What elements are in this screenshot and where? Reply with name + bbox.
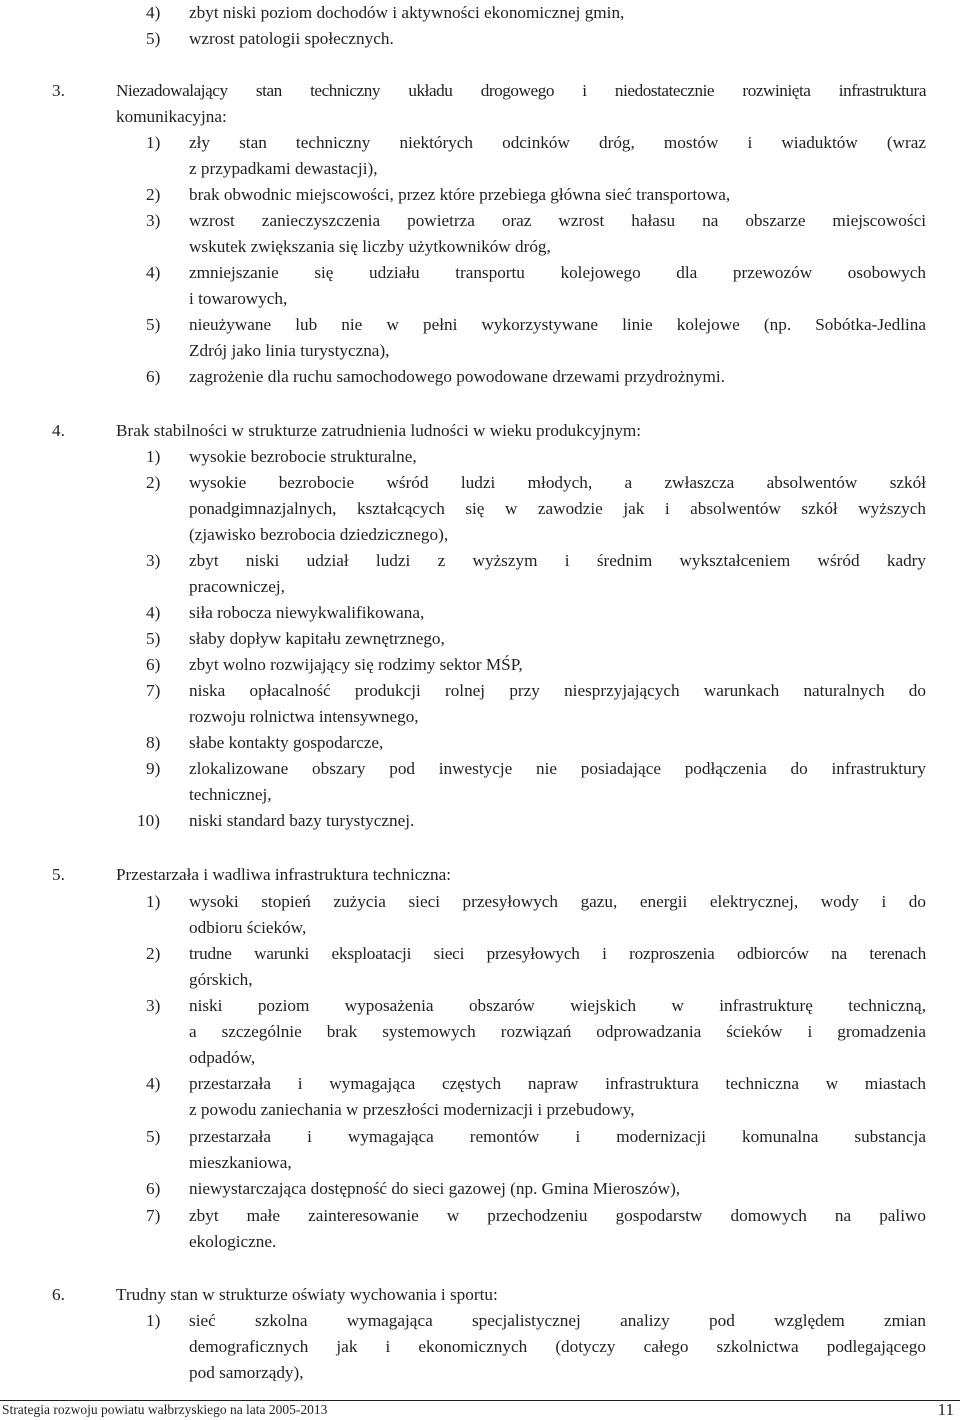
item-number: 6) bbox=[146, 655, 161, 674]
list-item-text: zlokalizowane obszary pod inwestycje nie posiadające podłączenia do infrastruktury bbox=[189, 759, 926, 778]
list-item-text: słabe kontakty gospodarcze, bbox=[189, 733, 384, 752]
list-item-text: odbioru ścieków, bbox=[189, 918, 307, 937]
item-number: 7) bbox=[146, 1206, 161, 1225]
list-item-text: i towarowych, bbox=[189, 289, 288, 308]
list-item-text: wzrost zanieczyszczenia powietrza oraz wzrost hałasu na obszarze miejscowości bbox=[189, 211, 926, 230]
item-number: 2) bbox=[146, 944, 161, 963]
list-item-text: technicznej, bbox=[189, 785, 272, 804]
item-number: 5) bbox=[146, 629, 161, 648]
section-number: 4. bbox=[52, 421, 65, 440]
list-item-text: niska opłacalność produkcji rolnej przy niesprzyjających warunkach naturalnych do bbox=[189, 681, 926, 700]
item-number: 5) bbox=[146, 315, 161, 334]
list-item-text: zły stan techniczny niektórych odcinków dróg, mostów i wiaduktów (wraz bbox=[189, 133, 926, 152]
section-heading: Brak stabilności w strukturze zatrudnienia ludności w wieku produkcyjnym: bbox=[116, 421, 642, 440]
list-item-text: wysokie bezrobocie wśród ludzi młodych, a zwłaszcza absolwentów szkół bbox=[189, 473, 926, 492]
section-number: 6. bbox=[52, 1285, 65, 1304]
item-number: 10) bbox=[137, 811, 160, 830]
item-number: 1) bbox=[146, 1311, 161, 1330]
item-number: 4) bbox=[146, 3, 161, 22]
item-number: 4) bbox=[146, 263, 161, 282]
list-item-text: wzrost patologii społecznych. bbox=[189, 29, 394, 48]
list-item-text: wskutek zwiększania się liczby użytkowników dróg, bbox=[189, 237, 551, 256]
list-item-text: zmniejszanie się udziału transportu kolejowego dla przewozów osobowych bbox=[189, 263, 926, 282]
list-item-text: ekologiczne. bbox=[189, 1232, 277, 1251]
item-number: 5) bbox=[146, 1127, 161, 1146]
section-heading: Przestarzała i wadliwa infrastruktura techniczna: bbox=[116, 865, 451, 884]
list-item-text: niski poziom wyposażenia obszarów wiejskich w infrastrukturę techniczną, bbox=[189, 996, 926, 1015]
list-item-text: pracowniczej, bbox=[189, 577, 285, 596]
list-item-text: nieużywane lub nie w pełni wykorzystywane linie kolejowe (np. Sobótka-Jedlina bbox=[189, 315, 926, 334]
item-number: 1) bbox=[146, 447, 161, 466]
list-item-text: wysoki stopień zużycia sieci przesyłowych gazu, energii elektrycznej, wody i do bbox=[189, 892, 926, 911]
list-item-text: zbyt wolno rozwijający się rodzimy sektor MŚP, bbox=[189, 655, 523, 674]
list-item-text: zbyt małe zainteresowanie w przechodzeniu gospodarstw domowych na paliwo bbox=[189, 1206, 926, 1225]
list-item-text: brak obwodnic miejscowości, przez które przebiega główna sieć transportowa, bbox=[189, 185, 731, 204]
section-number: 5. bbox=[52, 865, 65, 884]
list-item-text: słaby dopływ kapitału zewnętrznego, bbox=[189, 629, 445, 648]
list-item-text: przestarzała i wymagająca remontów i modernizacji komunalna substancja bbox=[189, 1127, 926, 1146]
item-number: 7) bbox=[146, 681, 161, 700]
footer-divider bbox=[0, 1400, 960, 1401]
page-number: 11 bbox=[937, 1400, 954, 1419]
list-item-text: rozwoju rolnictwa intensywnego, bbox=[189, 707, 419, 726]
list-item-text: (zjawisko bezrobocia dziedzicznego), bbox=[189, 525, 449, 544]
list-item-text: zagrożenie dla ruchu samochodowego powodowane drzewami przydrożnymi. bbox=[189, 367, 725, 386]
footer-title: Strategia rozwoju powiatu wałbrzyskiego na lata 2005-2013 bbox=[2, 1402, 328, 1417]
list-item-text: niewystarczająca dostępność do sieci gazowej (np. Gmina Mieroszów), bbox=[189, 1179, 681, 1198]
list-item-text: ponadgimnazjalnych, kształcących się w zawodzie jak i absolwentów szkół wyższych bbox=[189, 499, 926, 518]
list-item-text: Zdrój jako linia turystyczna), bbox=[189, 341, 390, 360]
item-number: 9) bbox=[146, 759, 161, 778]
list-item-text: wysokie bezrobocie strukturalne, bbox=[189, 447, 417, 466]
item-number: 4) bbox=[146, 603, 161, 622]
list-item-text: sieć szkolna wymagająca specjalistycznej analizy pod względem zmian bbox=[189, 1311, 926, 1330]
list-item-text: zbyt niski poziom dochodów i aktywności ekonomicznej gmin, bbox=[189, 3, 625, 22]
list-item-text: a szczególnie brak systemowych rozwiązań odprowadzania ścieków i gromadzenia bbox=[189, 1022, 926, 1041]
list-item-text: odpadów, bbox=[189, 1048, 256, 1067]
section-heading-continued: komunikacyjna: bbox=[116, 107, 227, 126]
list-item-text: zbyt niski udział ludzi z wyższym i średnim wykształceniem wśród kadry bbox=[189, 551, 926, 570]
item-number: 6) bbox=[146, 367, 161, 386]
item-number: 1) bbox=[146, 133, 161, 152]
item-number: 8) bbox=[146, 733, 161, 752]
list-item-text: z przypadkami dewastacji), bbox=[189, 159, 378, 178]
list-item-text: przestarzała i wymagająca częstych napraw infrastruktura techniczna w miastach bbox=[189, 1074, 926, 1093]
item-number: 5) bbox=[146, 29, 161, 48]
item-number: 2) bbox=[146, 473, 161, 492]
section-number: 3. bbox=[52, 81, 65, 100]
item-number: 3) bbox=[146, 551, 161, 570]
item-number: 4) bbox=[146, 1074, 161, 1093]
list-item-text: siła robocza niewykwalifikowana, bbox=[189, 603, 425, 622]
section-heading: Trudny stan w strukturze oświaty wychowania i sportu: bbox=[116, 1285, 498, 1304]
list-item-text: górskich, bbox=[189, 970, 253, 989]
list-item-text: demograficznych jak i ekonomicznych (dotyczy całego szkolnictwa podlegającego bbox=[189, 1337, 926, 1356]
item-number: 1) bbox=[146, 892, 161, 911]
item-number: 2) bbox=[146, 185, 161, 204]
item-number: 3) bbox=[146, 996, 161, 1015]
item-number: 6) bbox=[146, 1179, 161, 1198]
list-item-text: z powodu zaniechania w przeszłości modernizacji i przebudowy, bbox=[189, 1100, 635, 1119]
section-heading: Niezadowalający stan techniczny układu drogowego i niedostatecznie rozwinięta infrastruktura bbox=[116, 81, 926, 100]
list-item-text: pod samorządy), bbox=[189, 1363, 304, 1382]
list-item-text: trudne warunki eksploatacji sieci przesyłowych i rozproszenia odbiorców na terenach bbox=[189, 944, 926, 963]
list-item-text: mieszkaniowa, bbox=[189, 1153, 292, 1172]
list-item-text: niski standard bazy turystycznej. bbox=[189, 811, 415, 830]
item-number: 3) bbox=[146, 211, 161, 230]
